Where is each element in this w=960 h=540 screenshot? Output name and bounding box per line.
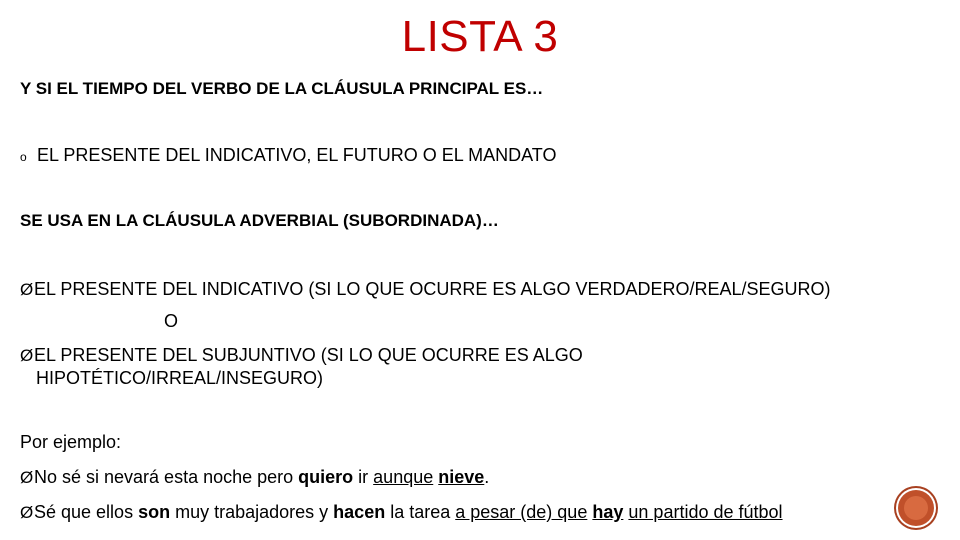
example1-conjunction: aunque bbox=[373, 467, 434, 487]
decoration-inner bbox=[904, 496, 928, 520]
example2-indicative-verb-bold: hay bbox=[592, 502, 624, 522]
example2-phrase: un partido de fútbol bbox=[628, 502, 783, 522]
example2-text: muy trabajadores y bbox=[170, 502, 334, 522]
example2-verb: hacen bbox=[333, 502, 386, 522]
example1-text: ir bbox=[353, 467, 374, 487]
example2-indicative-verb bbox=[592, 502, 623, 522]
example2-verb: son bbox=[138, 502, 171, 522]
question-heading: Y SI EL TIEMPO DEL VERBO DE LA CLÁUSULA PRINCIPAL ES… bbox=[20, 79, 544, 98]
example-sentence-2 bbox=[20, 502, 783, 523]
option-subjunctive bbox=[20, 345, 583, 366]
example1-text: No sé si nevará esta noche pero bbox=[34, 467, 299, 487]
example1-subjunctive-verb-bold: nieve bbox=[438, 467, 485, 487]
example2-text: la tarea bbox=[385, 502, 456, 522]
subheading: SE USA EN LA CLÁUSULA ADVERBIAL (SUBORDINADA)… bbox=[20, 211, 499, 230]
option-subjunctive-line2: HIPOTÉTICO/IRREAL/INSEGURO) bbox=[36, 368, 324, 388]
page-title: LISTA 3 bbox=[401, 12, 559, 61]
example2-text: Sé que ellos bbox=[34, 502, 139, 522]
option-indicative-text: EL PRESENTE DEL INDICATIVO (SI LO QUE OCURRE ES ALGO VERDADERO/REAL/SEGURO) bbox=[34, 279, 831, 299]
or-connector: O bbox=[164, 311, 179, 331]
example1-verb: quiero bbox=[298, 467, 354, 487]
example-label: Por ejemplo: bbox=[20, 432, 122, 452]
option-subjunctive-line1: EL PRESENTE DEL SUBJUNTIVO (SI LO QUE OCURRE ES ALGO bbox=[34, 345, 583, 365]
option-indicative bbox=[20, 279, 831, 300]
condition-text: EL PRESENTE DEL INDICATIVO, EL FUTURO O EL MANDATO bbox=[37, 145, 557, 165]
example1-text: . bbox=[484, 467, 490, 487]
example1-subjunctive-verb bbox=[438, 467, 484, 487]
slide-decoration-icon bbox=[898, 490, 934, 526]
example2-conjunction: a pesar (de) que bbox=[455, 502, 588, 522]
example-sentence-1 bbox=[20, 467, 489, 488]
arrow-bullet-icon: Ø bbox=[20, 346, 34, 365]
arrow-bullet-icon: Ø bbox=[20, 280, 34, 299]
condition-item bbox=[20, 145, 556, 166]
bullet-icon: o bbox=[20, 150, 27, 164]
arrow-bullet-icon: Ø bbox=[20, 503, 34, 522]
arrow-bullet-icon: Ø bbox=[20, 468, 34, 487]
